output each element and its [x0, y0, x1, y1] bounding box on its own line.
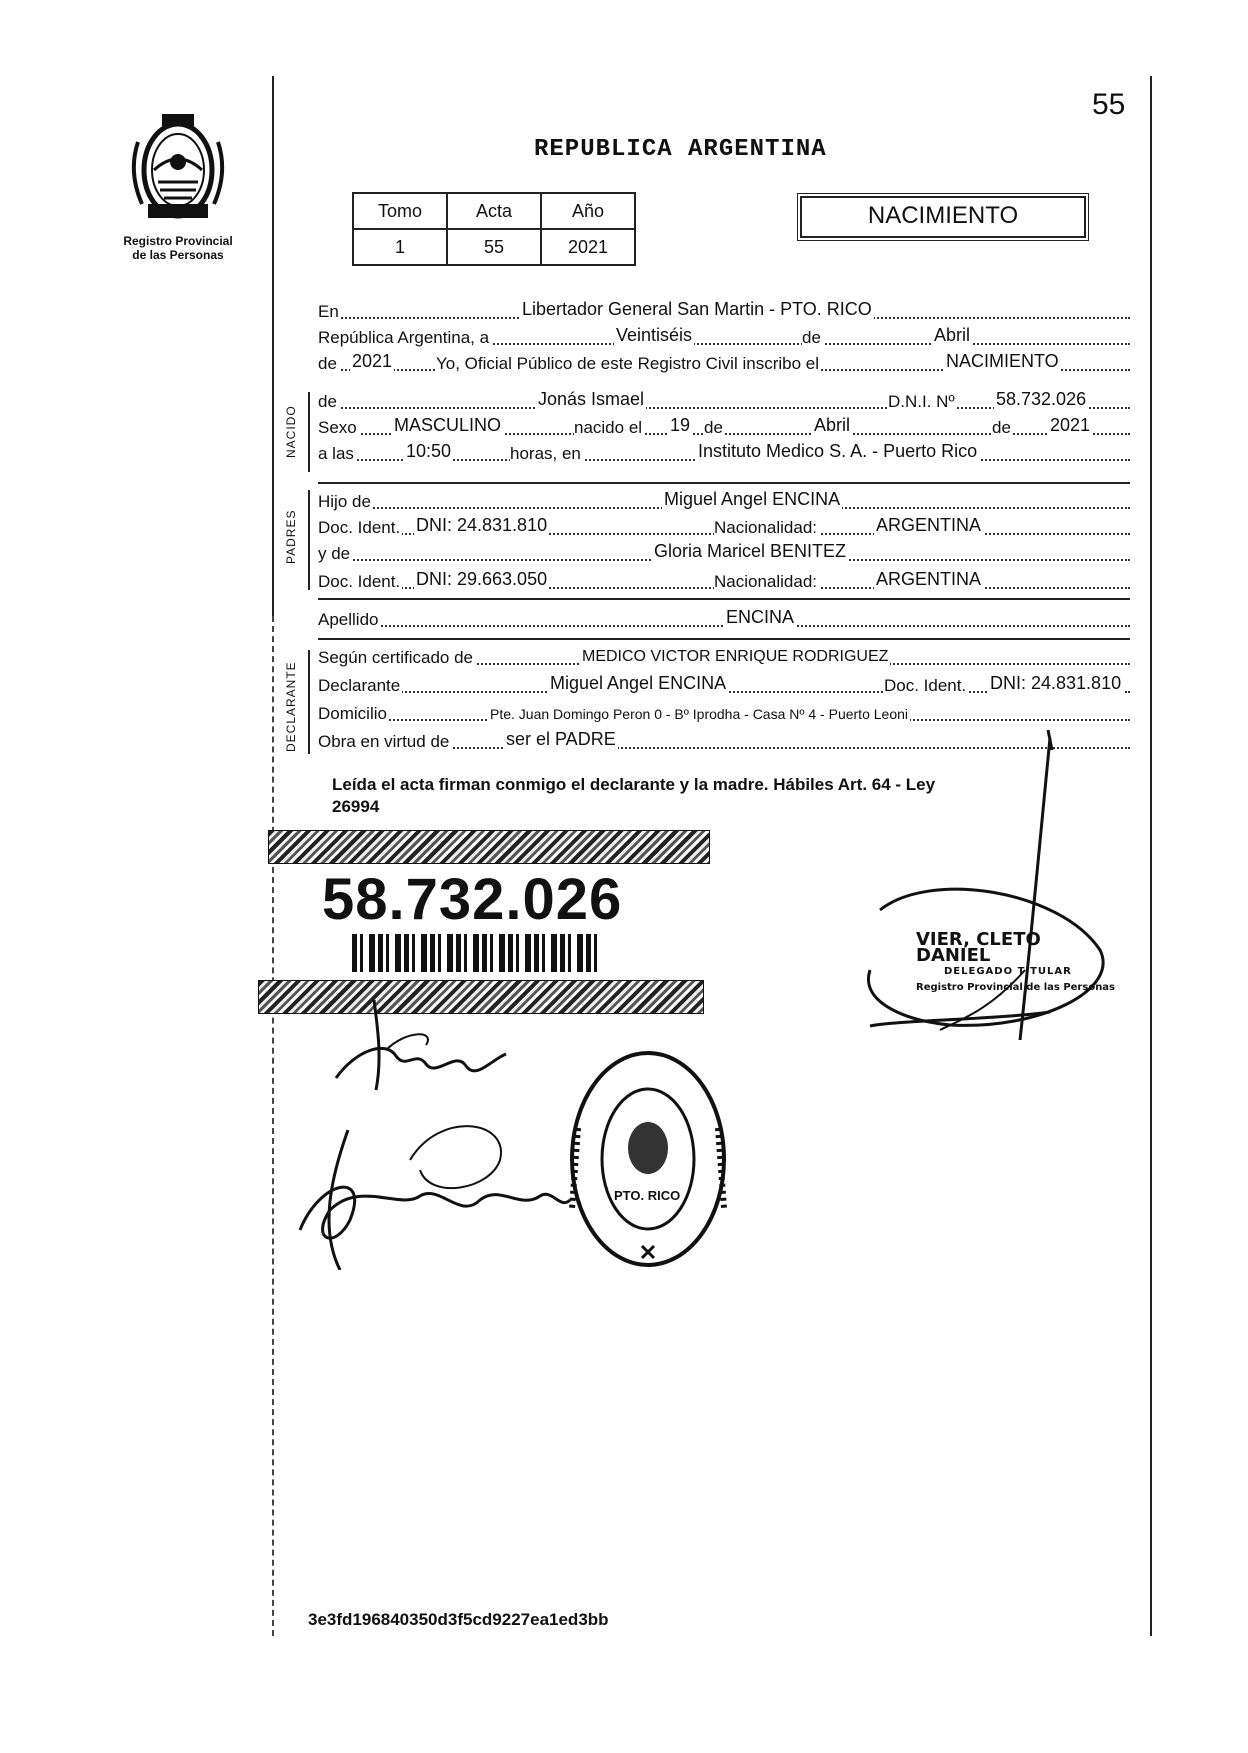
- declarante-section-label: DECLARANTE: [284, 661, 298, 752]
- tomo-acta-anio-table: [352, 192, 636, 266]
- section-tick: [308, 650, 310, 754]
- row-nombre: [318, 388, 1130, 414]
- logo-caption-line1: Registro Provincial: [123, 234, 233, 248]
- dni-stamp-number: 58.732.026: [322, 867, 623, 932]
- sexo-value: MASCULINO: [394, 415, 502, 435]
- father-doc-value: DNI: 24.831.810: [416, 515, 548, 535]
- mother-signature: [290, 1100, 590, 1270]
- row-year: [318, 350, 1130, 376]
- de5-label: de: [992, 418, 1011, 437]
- section-divider: [318, 598, 1130, 600]
- declarante-doc-label: Doc. Ident.: [884, 676, 967, 695]
- doc-ident-label: Doc. Ident.: [318, 572, 401, 591]
- lugar-value: Instituto Medico S. A. - Puerto Rico: [698, 441, 978, 461]
- nacionalidad-label: Nacionalidad:: [714, 572, 818, 591]
- anio-header: Año: [541, 193, 635, 229]
- logo-caption: [112, 234, 244, 262]
- row-apellido: [318, 606, 1130, 632]
- month-value: Abril: [934, 325, 971, 345]
- de4-label: de: [704, 418, 723, 437]
- en-label: En: [318, 302, 339, 321]
- row-declarante: [318, 672, 1130, 698]
- official-stamp: [916, 929, 1116, 996]
- a-las-label: a las: [318, 444, 354, 463]
- left-margin-line: [272, 76, 274, 616]
- name-value: Jonás Ismael: [538, 389, 645, 409]
- segun-label: Según certificado de: [318, 648, 473, 667]
- birth-day-value: 19: [670, 415, 691, 435]
- row-hijo-de: [318, 488, 1130, 514]
- acta-header: Acta: [447, 193, 541, 229]
- row-y-de: [318, 540, 1130, 566]
- apellido-value: ENCINA: [726, 607, 795, 627]
- father-nationality-value: ARGENTINA: [876, 515, 982, 535]
- section-divider: [318, 638, 1130, 640]
- doc-ident-label: Doc. Ident.: [318, 518, 401, 537]
- tomo-header: Tomo: [353, 193, 447, 229]
- birth-year-value: 2021: [1050, 415, 1091, 435]
- hijo-de-label: Hijo de: [318, 492, 371, 511]
- country-title: REPUBLICA ARGENTINA: [534, 136, 827, 163]
- domicilio-label: Domicilio: [318, 704, 387, 723]
- certificado-value: MEDICO VICTOR ENRIQUE RODRIGUEZ: [582, 648, 889, 665]
- declarante-value: Miguel Angel ENCINA: [550, 673, 727, 693]
- section-tick: [308, 490, 310, 590]
- yo-text: Yo, Oficial Público de este Registro Civil inscribo el: [436, 354, 819, 373]
- republica-label: República Argentina, a: [318, 328, 490, 347]
- mother-name-value: Gloria Maricel BENITEZ: [654, 541, 847, 561]
- hora-value: 10:50: [406, 441, 452, 461]
- day-value: Veintiséis: [616, 325, 693, 345]
- row-madre-doc: [318, 568, 1130, 594]
- row-en: [318, 298, 1130, 324]
- row-segun: [318, 644, 1130, 670]
- row-republica: [318, 324, 1130, 350]
- row-sexo: [318, 414, 1130, 440]
- y-de-label: y de: [318, 544, 351, 563]
- province-seal-logo: [118, 112, 238, 232]
- legal-text-line1: Leída el acta firman conmigo el declarante y la madre. Hábiles Art. 64 - Ley: [332, 775, 936, 794]
- de2-label: de: [318, 354, 337, 373]
- apellido-label: Apellido: [318, 610, 379, 629]
- declarant-signature: [316, 990, 516, 1100]
- official-title: DELEGADO TITULAR: [944, 966, 1072, 977]
- registry-round-stamp: [568, 1048, 728, 1270]
- nacionalidad-label: Nacionalidad:: [714, 518, 818, 537]
- year-value: 2021: [352, 351, 393, 371]
- legal-text-line2: 26994: [332, 797, 380, 816]
- anio-value: 2021: [541, 229, 635, 265]
- logo-caption-line2: de las Personas: [132, 248, 224, 262]
- padres-section-label: PADRES: [284, 509, 298, 564]
- section-divider: [318, 482, 1130, 484]
- mother-doc-value: DNI: 29.663.050: [416, 569, 548, 589]
- left-margin-dashed-line: [272, 616, 274, 1636]
- stamp-seal-icon: [568, 1048, 728, 1270]
- row-padre-doc: [318, 514, 1130, 540]
- nacido-el-label: nacido el: [574, 418, 643, 437]
- obra-value: ser el PADRE: [506, 729, 616, 749]
- acta-value: 55: [447, 229, 541, 265]
- coat-of-arms-icon: [118, 112, 238, 232]
- official-name: VIER, CLETO DANIEL: [916, 929, 1041, 966]
- sexo-label: Sexo: [318, 418, 357, 437]
- document-hash: 3e3fd196840350d3f5cd9227ea1ed3bb: [308, 1610, 609, 1629]
- barcode: [352, 934, 598, 972]
- official-signature: [840, 720, 1140, 1080]
- stamp-center-text: PTO. RICO: [614, 1188, 681, 1203]
- official-office: Registro Provincial de las Personas: [916, 982, 1116, 993]
- place-value: Libertador General San Martin - PTO. RICO: [522, 299, 872, 319]
- row-hora: [318, 440, 1130, 466]
- section-tick: [308, 392, 310, 472]
- nacido-section-label: NACIDO: [284, 405, 298, 458]
- declarante-doc-value: DNI: 24.831.810: [990, 673, 1122, 693]
- father-name-value: Miguel Angel ENCINA: [664, 489, 841, 509]
- security-band-top: [268, 830, 710, 864]
- right-margin-line: [1150, 76, 1152, 1636]
- horas-en-label: horas, en: [510, 444, 581, 463]
- declarante-label: Declarante: [318, 676, 401, 695]
- mother-nationality-value: ARGENTINA: [876, 569, 982, 589]
- inscribe-value: NACIMIENTO: [946, 351, 1059, 371]
- record-type-box: NACIMIENTO: [800, 196, 1086, 238]
- dni-label: D.N.I. Nº: [888, 392, 955, 411]
- domicilio-value: Pte. Juan Domingo Peron 0 - Bº Iprodha - Casa Nº 4 - Puerto Leoni: [490, 706, 909, 722]
- dni-value: 58.732.026: [996, 389, 1087, 409]
- birth-month-value: Abril: [814, 415, 851, 435]
- tomo-value: 1: [353, 229, 447, 265]
- de3-label: de: [318, 392, 337, 411]
- obra-label: Obra en virtud de: [318, 732, 450, 751]
- page-number: 55: [1092, 88, 1126, 121]
- de-label: de: [802, 328, 821, 347]
